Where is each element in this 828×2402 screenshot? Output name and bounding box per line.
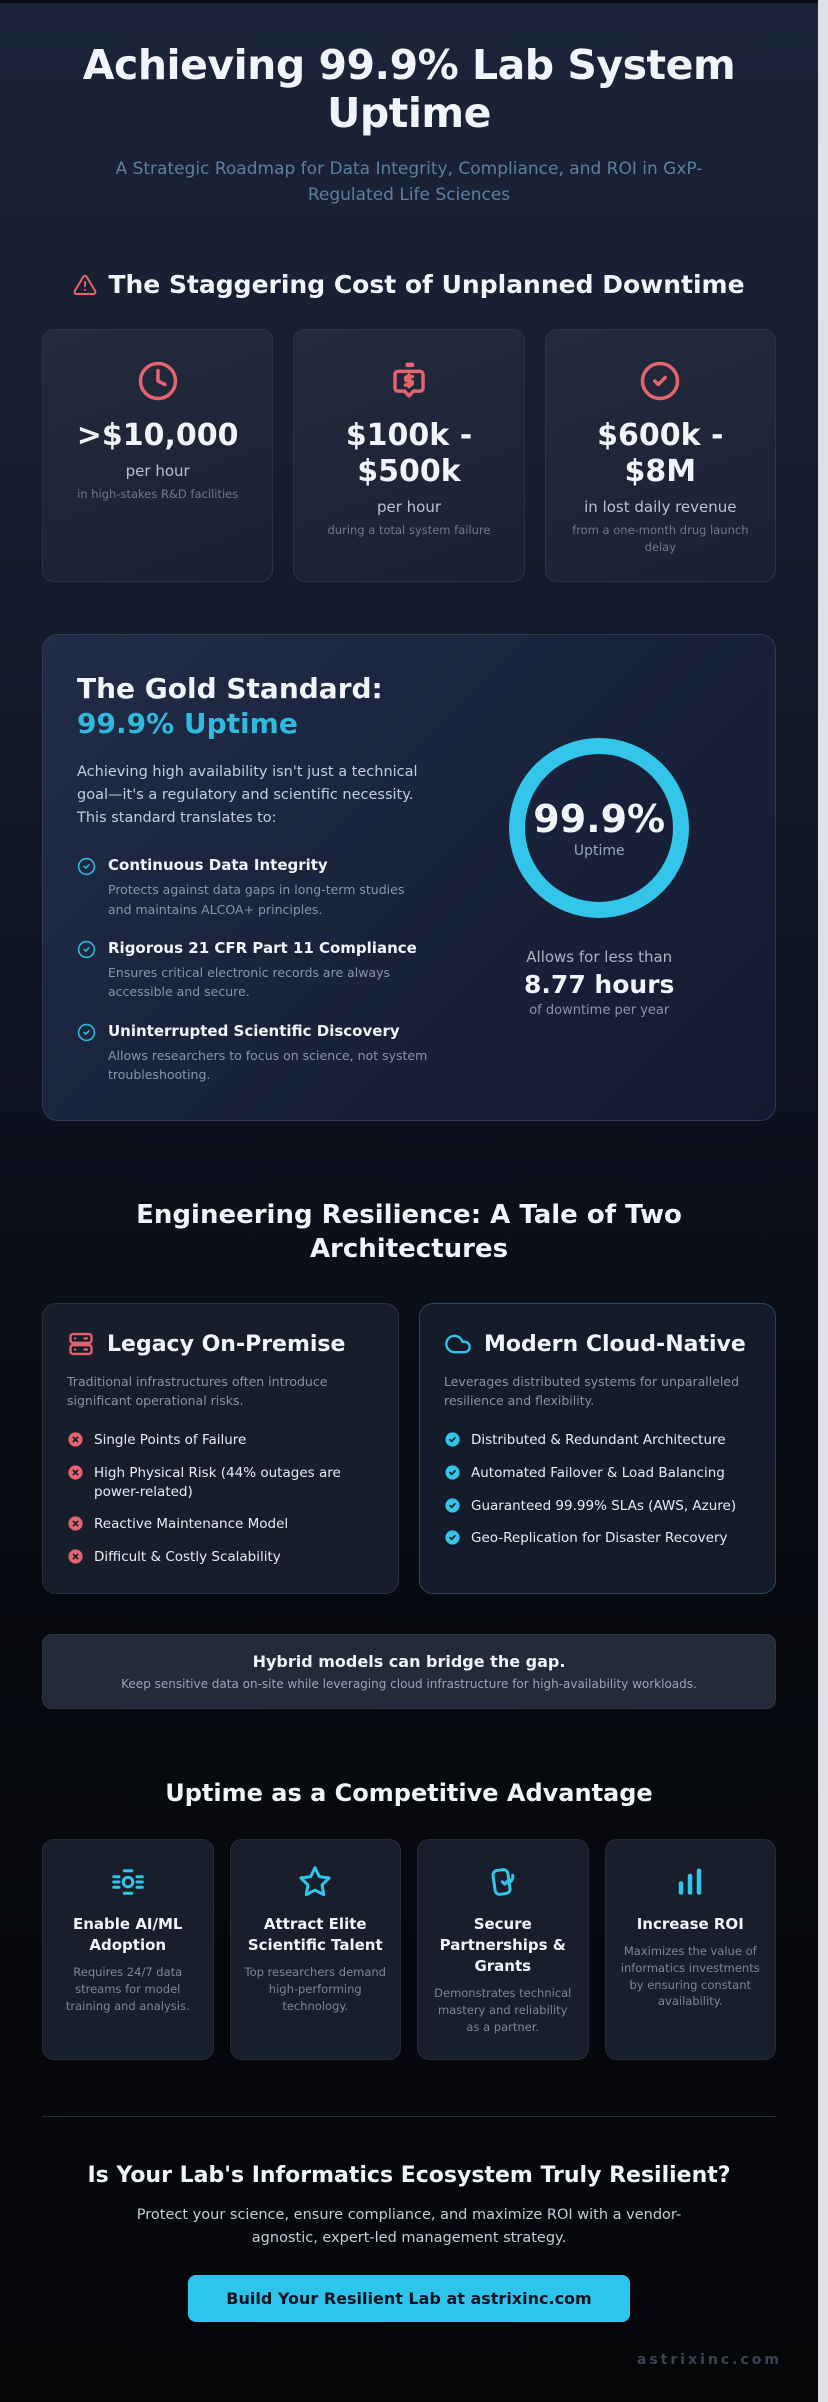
gold-standard-title <box>77 671 431 741</box>
uptime-ring-chart <box>509 738 689 918</box>
footer-desc: Protect your science, ensure compliance, and maximize ROI with a vendor-agnostic, expert-led management strategy. <box>136 2207 682 2247</box>
downtime-value: 8.77 hours <box>524 969 675 999</box>
architecture-cards-row <box>42 1303 776 1594</box>
legacy-card-desc: Traditional infrastructures often introduce significant operational risks. <box>67 1374 328 1409</box>
list-item <box>77 856 431 919</box>
advantage-desc: Top researchers demand high-performing technology. <box>244 1965 386 2013</box>
advantage-section-heading: Uptime as a Competitive Advantage <box>165 1779 653 1808</box>
watermark: astrixinc.com <box>636 2351 782 2368</box>
advantage-title: Attract Elite Scientific Talent <box>247 1915 383 1955</box>
cloud-card-items <box>444 1431 751 1549</box>
bullet-desc: Allows researchers to focus on science, not system troubleshooting. <box>108 1047 428 1083</box>
advantage-card-aiml <box>42 1839 214 2060</box>
circle-check-icon <box>444 1431 461 1448</box>
list-item <box>67 1431 374 1450</box>
circle-x-icon <box>67 1464 84 1481</box>
advantage-cards-row <box>42 1839 776 2060</box>
cloud-card-title-row <box>444 1330 751 1358</box>
advantage-desc: Demonstrates technical mastery and reliability as a partner. <box>434 1986 572 2034</box>
server-icon <box>67 1330 95 1358</box>
cost-value: $600k - $8M <box>597 418 724 490</box>
gold-standard-intro: Achieving high availability isn't just a technical goal—it's a regulatory and scientific necessity. This standard translates to: <box>77 763 418 826</box>
cost-unit: per hour <box>376 498 442 517</box>
cost-section-title: The Staggering Cost of Unplanned Downtime <box>108 270 745 300</box>
footer-divider <box>42 2116 776 2117</box>
bullet-desc: Protects against data gaps in long-term studies and maintains ALCOA+ principles. <box>108 882 405 917</box>
modern-cloud-native-card <box>419 1303 776 1594</box>
gold-standard-title-prefix: The Gold Standard: <box>77 671 383 705</box>
cost-cards-row <box>42 329 776 581</box>
item-label: Distributed & Redundant Architecture <box>471 1431 726 1448</box>
advantage-desc: Requires 24/7 data streams for model training and analysis. <box>65 1965 190 2013</box>
badge-icon <box>485 1864 521 1900</box>
list-item <box>444 1464 751 1483</box>
circle-check-icon <box>444 1464 461 1481</box>
item-label: Guaranteed 99.99% SLAs (AWS, Azure) <box>471 1497 737 1514</box>
uptime-ring-label: Uptime <box>573 842 625 859</box>
hybrid-title: Hybrid models can bridge the gap. <box>252 1652 566 1672</box>
check-circle-icon <box>77 1023 96 1085</box>
cloud-icon <box>444 1330 472 1358</box>
item-label: Reactive Maintenance Model <box>94 1516 289 1533</box>
circle-check-icon <box>444 1529 461 1546</box>
legacy-card-items <box>67 1431 374 1567</box>
downtime-pre-text: Allows for less than <box>526 947 673 966</box>
gold-standard-card <box>42 634 776 1122</box>
chip-icon <box>110 1864 146 1900</box>
cta-button[interactable]: Build Your Resilient Lab at astrixinc.com <box>188 2275 629 2322</box>
uptime-ring-value: 99.9% <box>533 796 666 841</box>
star-icon <box>297 1864 333 1900</box>
bullet-title: Uninterrupted Scientific Discovery <box>108 1021 400 1040</box>
list-item <box>67 1464 374 1502</box>
advantage-title: Increase ROI <box>636 1915 744 1934</box>
item-label: Automated Failover & Load Balancing <box>471 1464 725 1481</box>
legacy-on-premise-card <box>42 1303 399 1594</box>
advantage-title: Enable AI/ML Adoption <box>73 1915 183 1955</box>
bullet-title: Continuous Data Integrity <box>108 856 328 875</box>
check-circle-icon <box>77 940 96 1002</box>
message-dollar-icon <box>388 360 430 402</box>
list-item <box>77 1022 431 1085</box>
bullet-title: Rigorous 21 CFR Part 11 Compliance <box>108 938 417 957</box>
item-label: Single Points of Failure <box>94 1431 247 1448</box>
list-item <box>77 939 431 1002</box>
gold-standard-bullets <box>77 856 431 1084</box>
cloud-card-title: Modern Cloud-Native <box>484 1331 746 1357</box>
legacy-card-title-row <box>67 1330 374 1358</box>
cost-card-hourly <box>42 329 273 581</box>
list-item <box>444 1431 751 1450</box>
advantage-card-talent <box>230 1839 402 2060</box>
cost-card-launch-delay <box>545 329 776 581</box>
cloud-card-desc: Leverages distributed systems for unparalleled resilience and flexibility. <box>444 1374 740 1409</box>
footer-heading: Is Your Lab's Informatics Ecosystem Truly Resilient? <box>87 2163 731 2189</box>
bar-chart-icon <box>672 1864 708 1900</box>
downtime-post-text: of downtime per year <box>529 1002 670 1018</box>
circle-check-icon <box>444 1497 461 1514</box>
page-title: Achieving 99.9% Lab System Uptime <box>82 41 736 138</box>
hybrid-desc: Keep sensitive data on-site while leveraging cloud infrastructure for high-availability workloads. <box>121 1677 697 1692</box>
cost-value: >$10,000 <box>76 418 239 454</box>
list-item <box>444 1529 751 1548</box>
circle-x-icon <box>67 1548 84 1565</box>
downtime-summary <box>524 948 674 1018</box>
list-item <box>444 1497 751 1516</box>
item-label: Difficult & Costly Scalability <box>94 1549 281 1566</box>
advantage-card-partnerships <box>417 1839 589 2060</box>
cost-note: during a total system failure <box>327 523 491 538</box>
cost-card-system-failure <box>293 329 524 581</box>
cost-section-heading <box>0 270 818 299</box>
cost-note: in high-stakes R&D facilities <box>77 487 239 502</box>
advantage-card-roi <box>605 1839 777 2060</box>
check-circle-icon <box>639 360 681 402</box>
page-subtitle: A Strategic Roadmap for Data Integrity, Compliance, and ROI in GxP-Regulated Life Sciences <box>115 158 703 206</box>
list-item <box>67 1548 374 1567</box>
advantage-desc: Maximizes the value of informatics investments by ensuring constant availability. <box>620 1944 760 2009</box>
item-label: Geo-Replication for Disaster Recovery <box>471 1530 728 1547</box>
cost-value: $100k - $500k <box>345 418 473 490</box>
hybrid-banner <box>42 1634 776 1709</box>
circle-x-icon <box>67 1515 84 1532</box>
circle-x-icon <box>67 1431 84 1448</box>
bullet-desc: Ensures critical electronic records are always accessible and secure. <box>108 964 391 1000</box>
legacy-card-title: Legacy On-Premise <box>107 1331 346 1357</box>
item-label: High Physical Risk (44% outages are power-related) <box>94 1464 341 1500</box>
clock-icon <box>137 360 179 402</box>
cost-unit: in lost daily revenue <box>584 498 737 517</box>
warning-triangle-icon <box>73 273 97 297</box>
gold-standard-title-highlight: 99.9% Uptime <box>77 706 298 740</box>
advantage-title: Secure Partnerships & Grants <box>439 1915 566 1976</box>
architecture-section-heading: Engineering Resilience: A Tale of Two Architectures <box>136 1200 682 1265</box>
cost-note: from a one-month drug launch delay <box>572 523 749 554</box>
list-item <box>67 1515 374 1534</box>
cost-unit: per hour <box>125 462 190 481</box>
check-circle-icon <box>77 857 96 919</box>
